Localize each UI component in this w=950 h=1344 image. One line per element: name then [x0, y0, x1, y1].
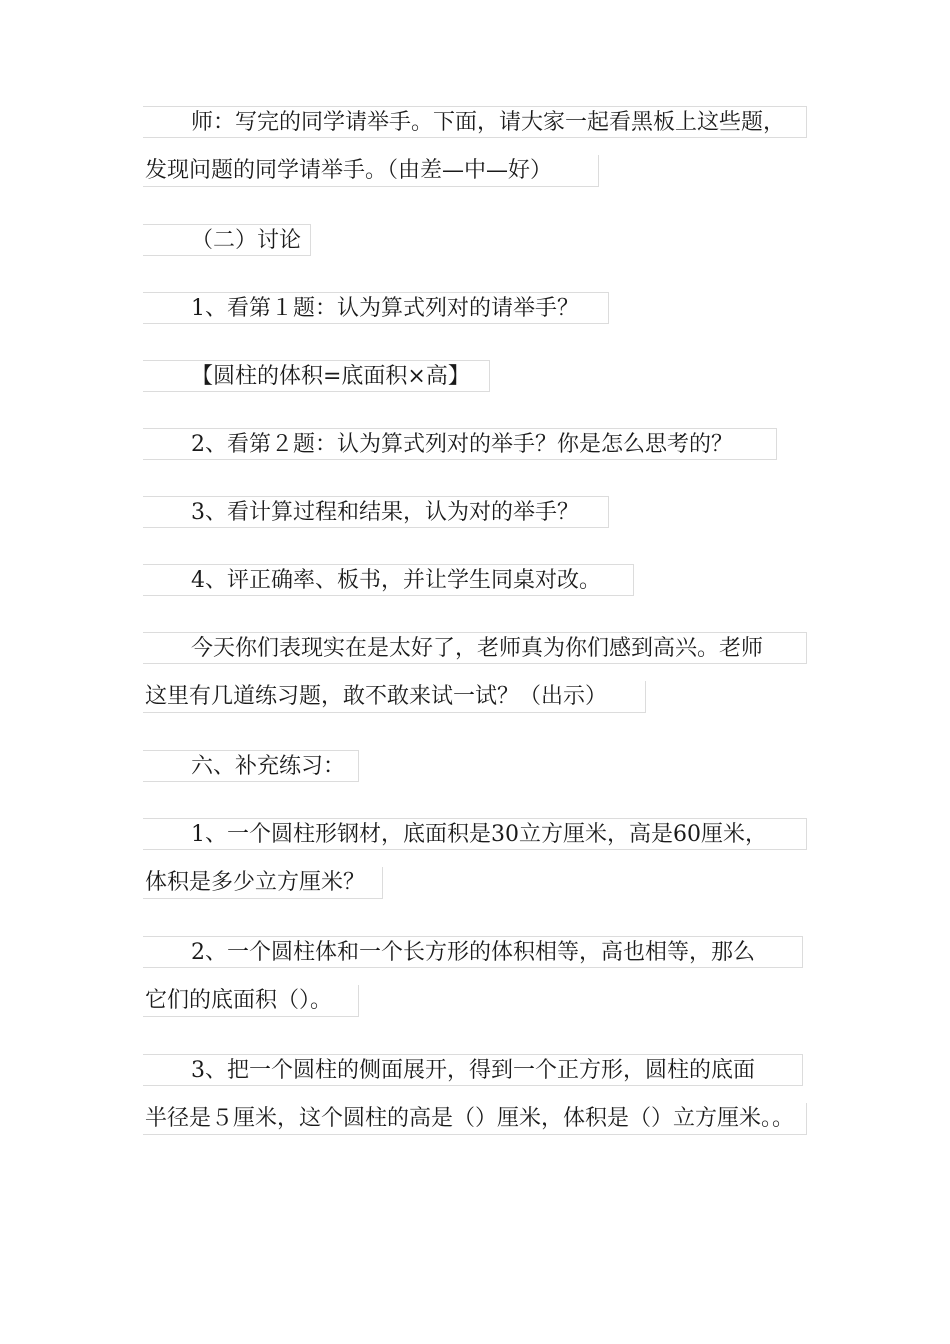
discussion-item-2: 2、看第２题：认为算式列对的举手？你是怎么思考的？ [143, 428, 777, 460]
discussion-item-4: 4、评正确率、板书，并让学生同桌对改。 [143, 564, 634, 596]
formula-cylinder-volume: 【圆柱的体积=底面积×高】 [143, 360, 490, 392]
section-heading-practice: 六、补充练习： [143, 750, 359, 782]
paragraph-praise-line-2: 这里有几道练习题，敢不敢来试一试？（出示） [143, 681, 646, 713]
practice-item-3-line-1: 3、把一个圆柱的侧面展开，得到一个正方形，圆柱的底面 [143, 1054, 803, 1086]
practice-item-2-line-1: 2、一个圆柱体和一个长方形的体积相等，高也相等，那么 [143, 936, 803, 968]
discussion-item-1: 1、看第１题：认为算式列对的请举手？ [143, 292, 609, 324]
practice-item-2-line-2: 它们的底面积（）。 [143, 985, 359, 1017]
discussion-item-3: 3、看计算过程和结果，认为对的举手？ [143, 496, 609, 528]
paragraph-teacher-line-2: 发现问题的同学请举手。（由差—中—好） [143, 155, 599, 187]
paragraph-praise-line-1: 今天你们表现实在是太好了，老师真为你们感到高兴。老师 [143, 632, 807, 664]
paragraph-teacher-line-1: 师：写完的同学请举手。下面，请大家一起看黑板上这些题， [143, 106, 807, 138]
section-heading-discussion: （二）讨论 [143, 224, 311, 256]
practice-item-3-line-2: 半径是５厘米，这个圆柱的高是（）厘米，体积是（）立方厘米。。 [143, 1103, 807, 1135]
practice-item-1-line-2: 体积是多少立方厘米？ [143, 867, 383, 899]
practice-item-1-line-1: 1、一个圆柱形钢材，底面积是30立方厘米，高是60厘米， [143, 818, 807, 850]
